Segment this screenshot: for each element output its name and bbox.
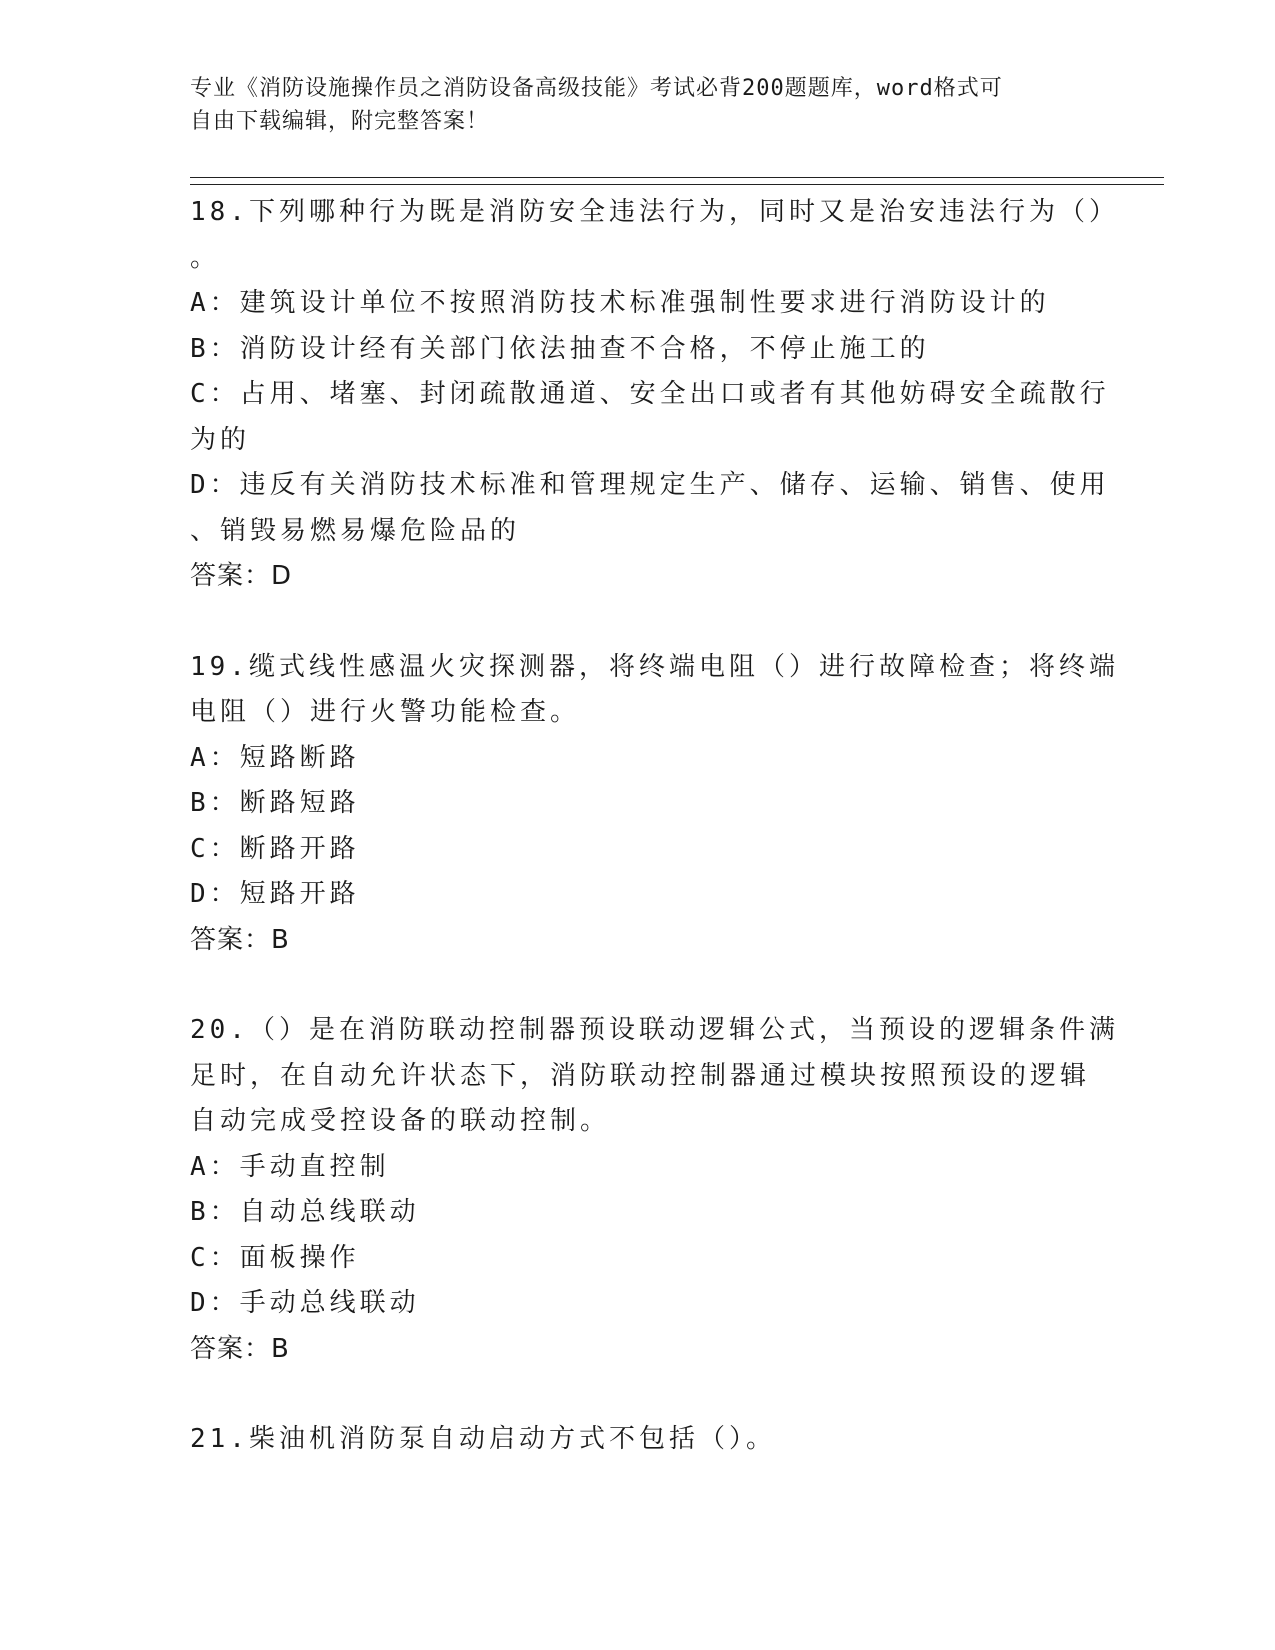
option-a: A：建筑设计单位不按照消防技术标准强制性要求进行消防设计的 — [190, 288, 1050, 318]
question-stem-line: 18.下列哪种行为既是消防安全违法行为，同时又是治安违法行为（） — [190, 197, 1119, 227]
question-18 — [190, 190, 1119, 600]
question-19 — [190, 645, 1119, 964]
question-21 — [190, 1417, 1090, 1463]
option-d: D：手动总线联动 — [190, 1288, 420, 1318]
option-b: B：自动总线联动 — [190, 1197, 420, 1227]
option-d-continued: 、销毁易燃易爆危险品的 — [190, 515, 521, 546]
header-line: 专业《消防设施操作员之消防设备高级技能》考试必背200题题库，word格式可 — [190, 76, 1003, 101]
option-c: C：断路开路 — [190, 833, 360, 864]
option-b: B：断路短路 — [190, 788, 360, 818]
option-a: A：手动直控制 — [190, 1151, 390, 1182]
question-20 — [190, 1008, 1119, 1372]
answer-label: 答案：B — [190, 1333, 290, 1364]
option-a: A：短路断路 — [190, 742, 360, 773]
answer-label: 答案：D — [190, 561, 293, 591]
document-header — [190, 72, 1080, 138]
question-stem-line: 电阻（）进行火警功能检查。 — [190, 697, 581, 727]
option-d: D：违反有关消防技术标准和管理规定生产、储存、运输、销售、使用 — [190, 470, 1110, 500]
question-stem-line: 足时，在自动允许状态下，消防联动控制器通过模块按照预设的逻辑 — [190, 1060, 1091, 1091]
header-line: 自由下载编辑，附完整答案！ — [190, 109, 490, 134]
option-c-continued: 为的 — [190, 424, 251, 455]
answer-label: 答案：B — [190, 924, 290, 955]
header-divider — [190, 177, 1164, 185]
option-c: C：占用、堵塞、封闭疏散通道、安全出口或者有其他妨碍安全疏散行 — [190, 379, 1110, 409]
option-d: D：短路开路 — [190, 879, 360, 909]
question-stem-line: 19.缆式线性感温火灾探测器，将终端电阻（）进行故障检查；将终端 — [190, 651, 1119, 682]
question-list — [190, 190, 1119, 1508]
question-stem-line: 21.柴油机消防泵自动启动方式不包括（）。 — [190, 1424, 776, 1454]
option-b: B：消防设计经有关部门依法抽查不合格，不停止施工的 — [190, 333, 930, 364]
question-stem-line: 。 — [190, 242, 221, 273]
option-c: C：面板操作 — [190, 1242, 360, 1273]
question-stem-line: 自动完成受控设备的联动控制。 — [190, 1106, 611, 1136]
question-stem-line: 20.（）是在消防联动控制器预设联动逻辑公式，当预设的逻辑条件满 — [190, 1015, 1119, 1045]
